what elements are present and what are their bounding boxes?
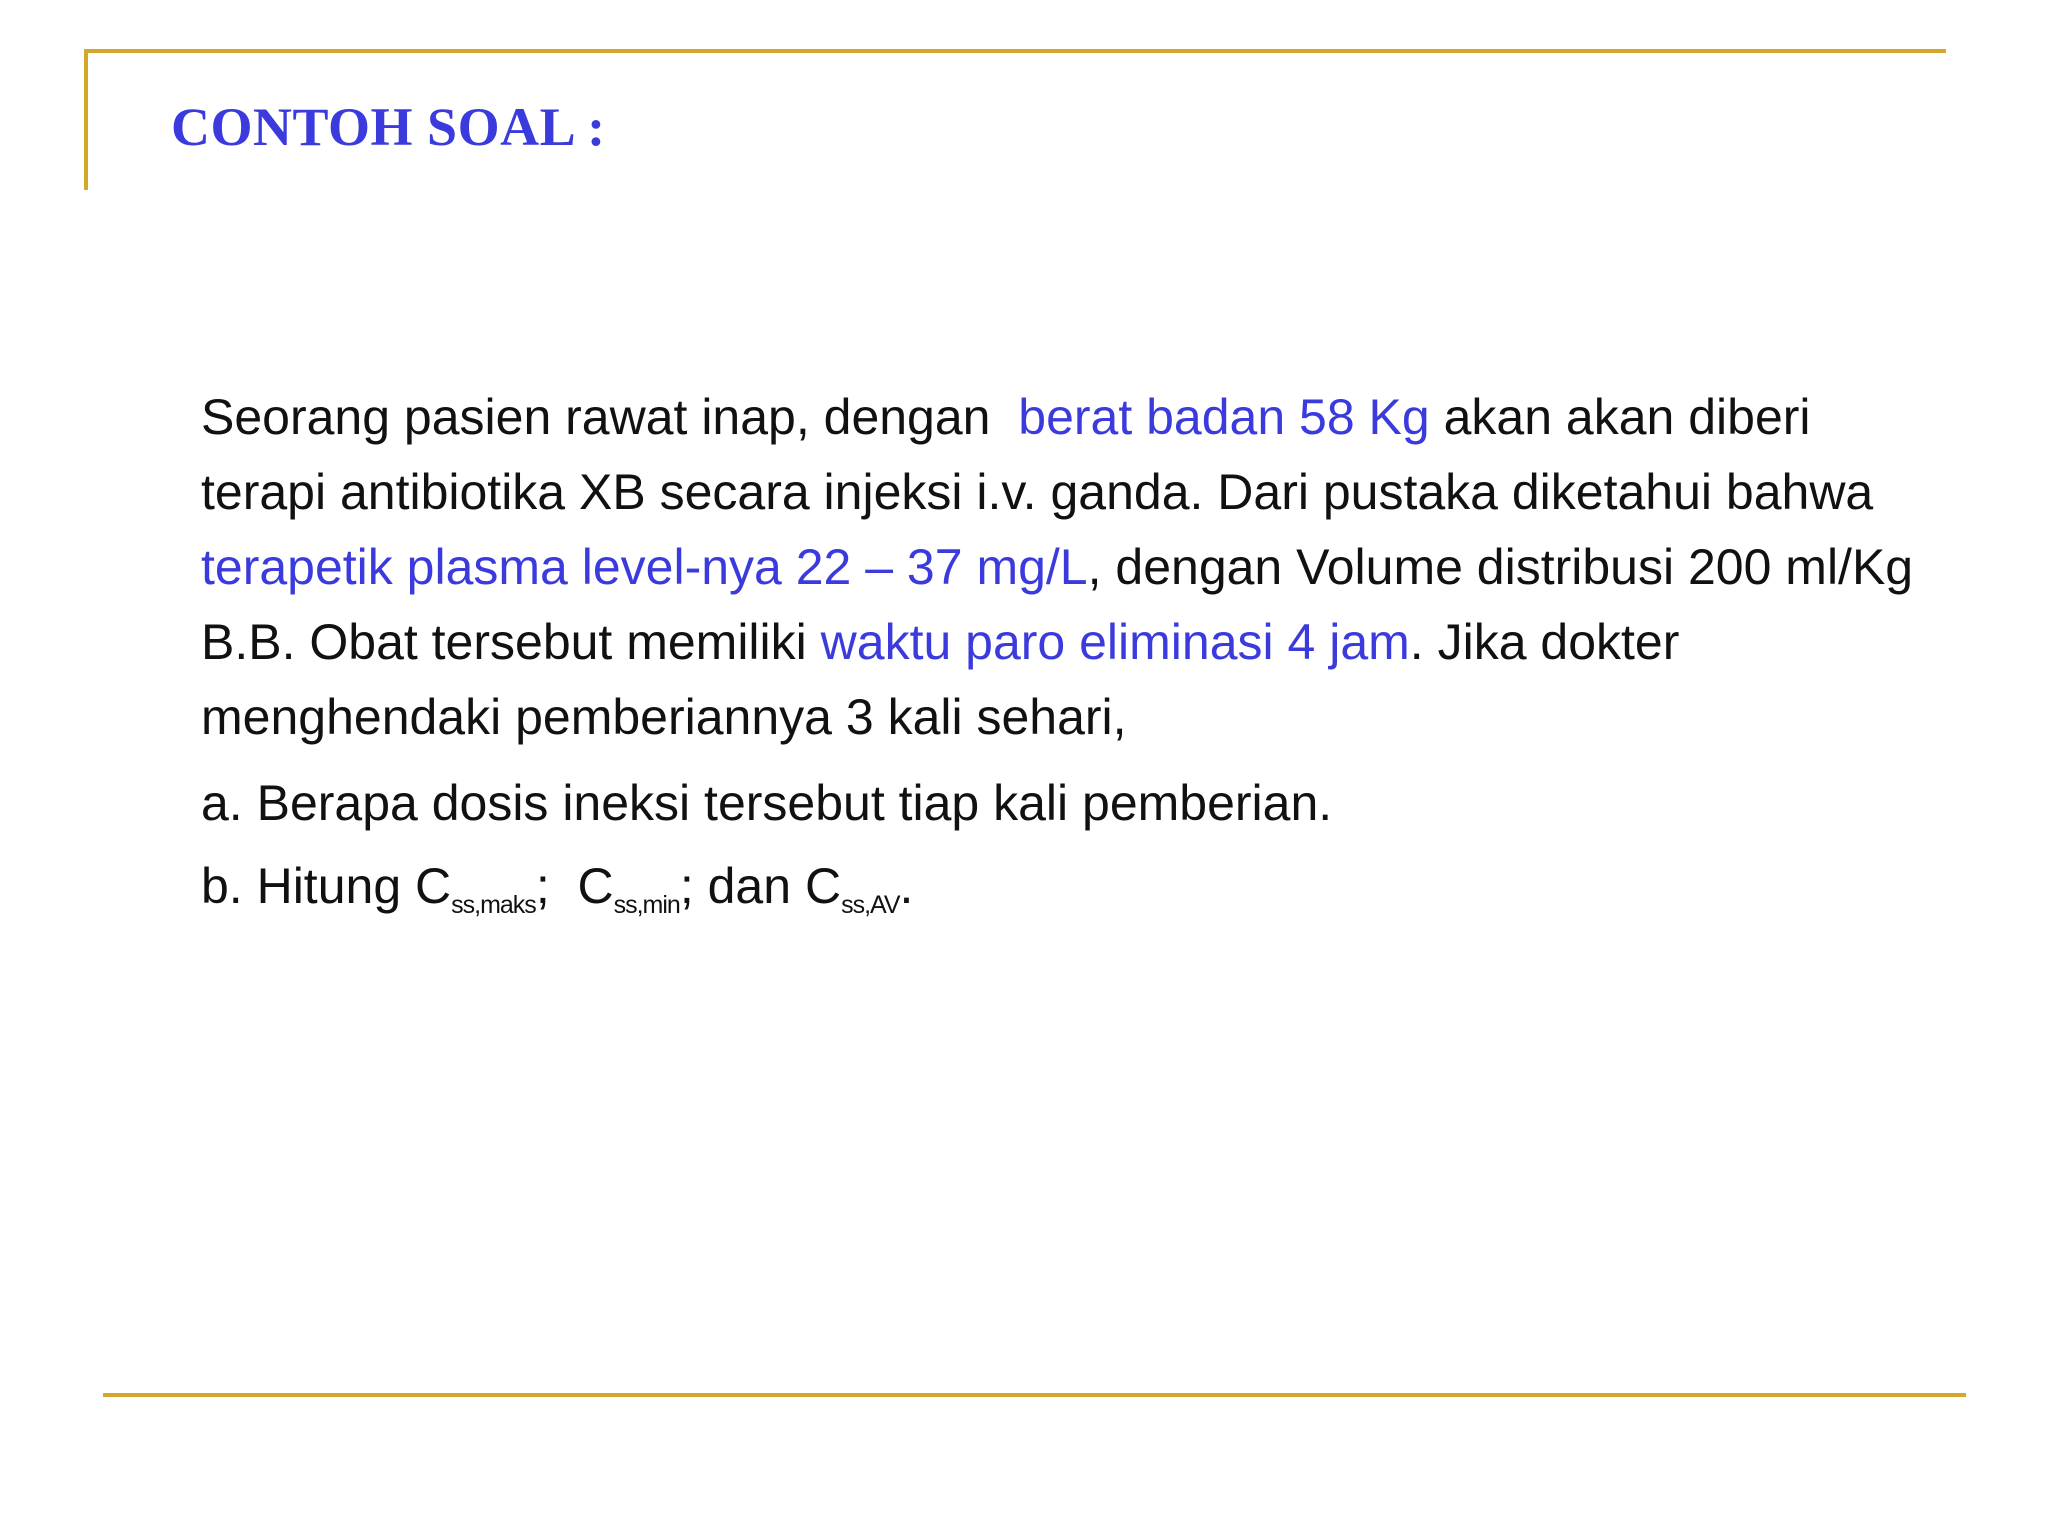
bottom-rule — [103, 1393, 1966, 1397]
highlight-half-life: waktu paro eliminasi 4 jam — [820, 614, 1410, 670]
subscript-ss-av: ss,AV — [841, 891, 900, 919]
question-b-end: . — [899, 858, 914, 914]
paragraph-text-2: akan akan diberi terapi antibiotika XB secara injeksi i.v. ganda. Dari pustaka diketahui bahwa — [201, 389, 1874, 520]
subscript-ss-maks: ss,maks — [451, 891, 536, 919]
subscript-ss-min: ss,min — [613, 891, 680, 919]
paragraph-text-3: , dengan Volume distribusi 200 ml/Kg B.B. Obat tersebut memiliki — [201, 539, 1914, 670]
question-b-prefix: b. Hitung C — [201, 858, 452, 914]
highlight-body-weight: berat badan 58 Kg — [1018, 389, 1430, 445]
paragraph-text-1: Seorang pasien rawat inap, dengan — [201, 389, 1019, 445]
question-a: a. Berapa dosis ineksi tersebut tiap kali pemberian. — [201, 775, 1333, 831]
slide-title: CONTOH SOAL : — [171, 97, 606, 157]
problem-text — [201, 380, 1941, 924]
paragraph-text-4: . Jika dokter menghendaki pemberiannya 3 kali sehari, — [201, 614, 1680, 745]
left-rule — [84, 49, 88, 190]
question-b-sep-2: ; dan C — [679, 858, 842, 914]
problem-paragraph — [201, 380, 1941, 755]
question-b-sep-1: ; C — [535, 858, 614, 914]
question-b — [201, 849, 1941, 924]
highlight-therapeutic-level: terapetik plasma level-nya 22 – 37 mg/L — [201, 539, 1088, 595]
top-rule — [84, 49, 1946, 53]
